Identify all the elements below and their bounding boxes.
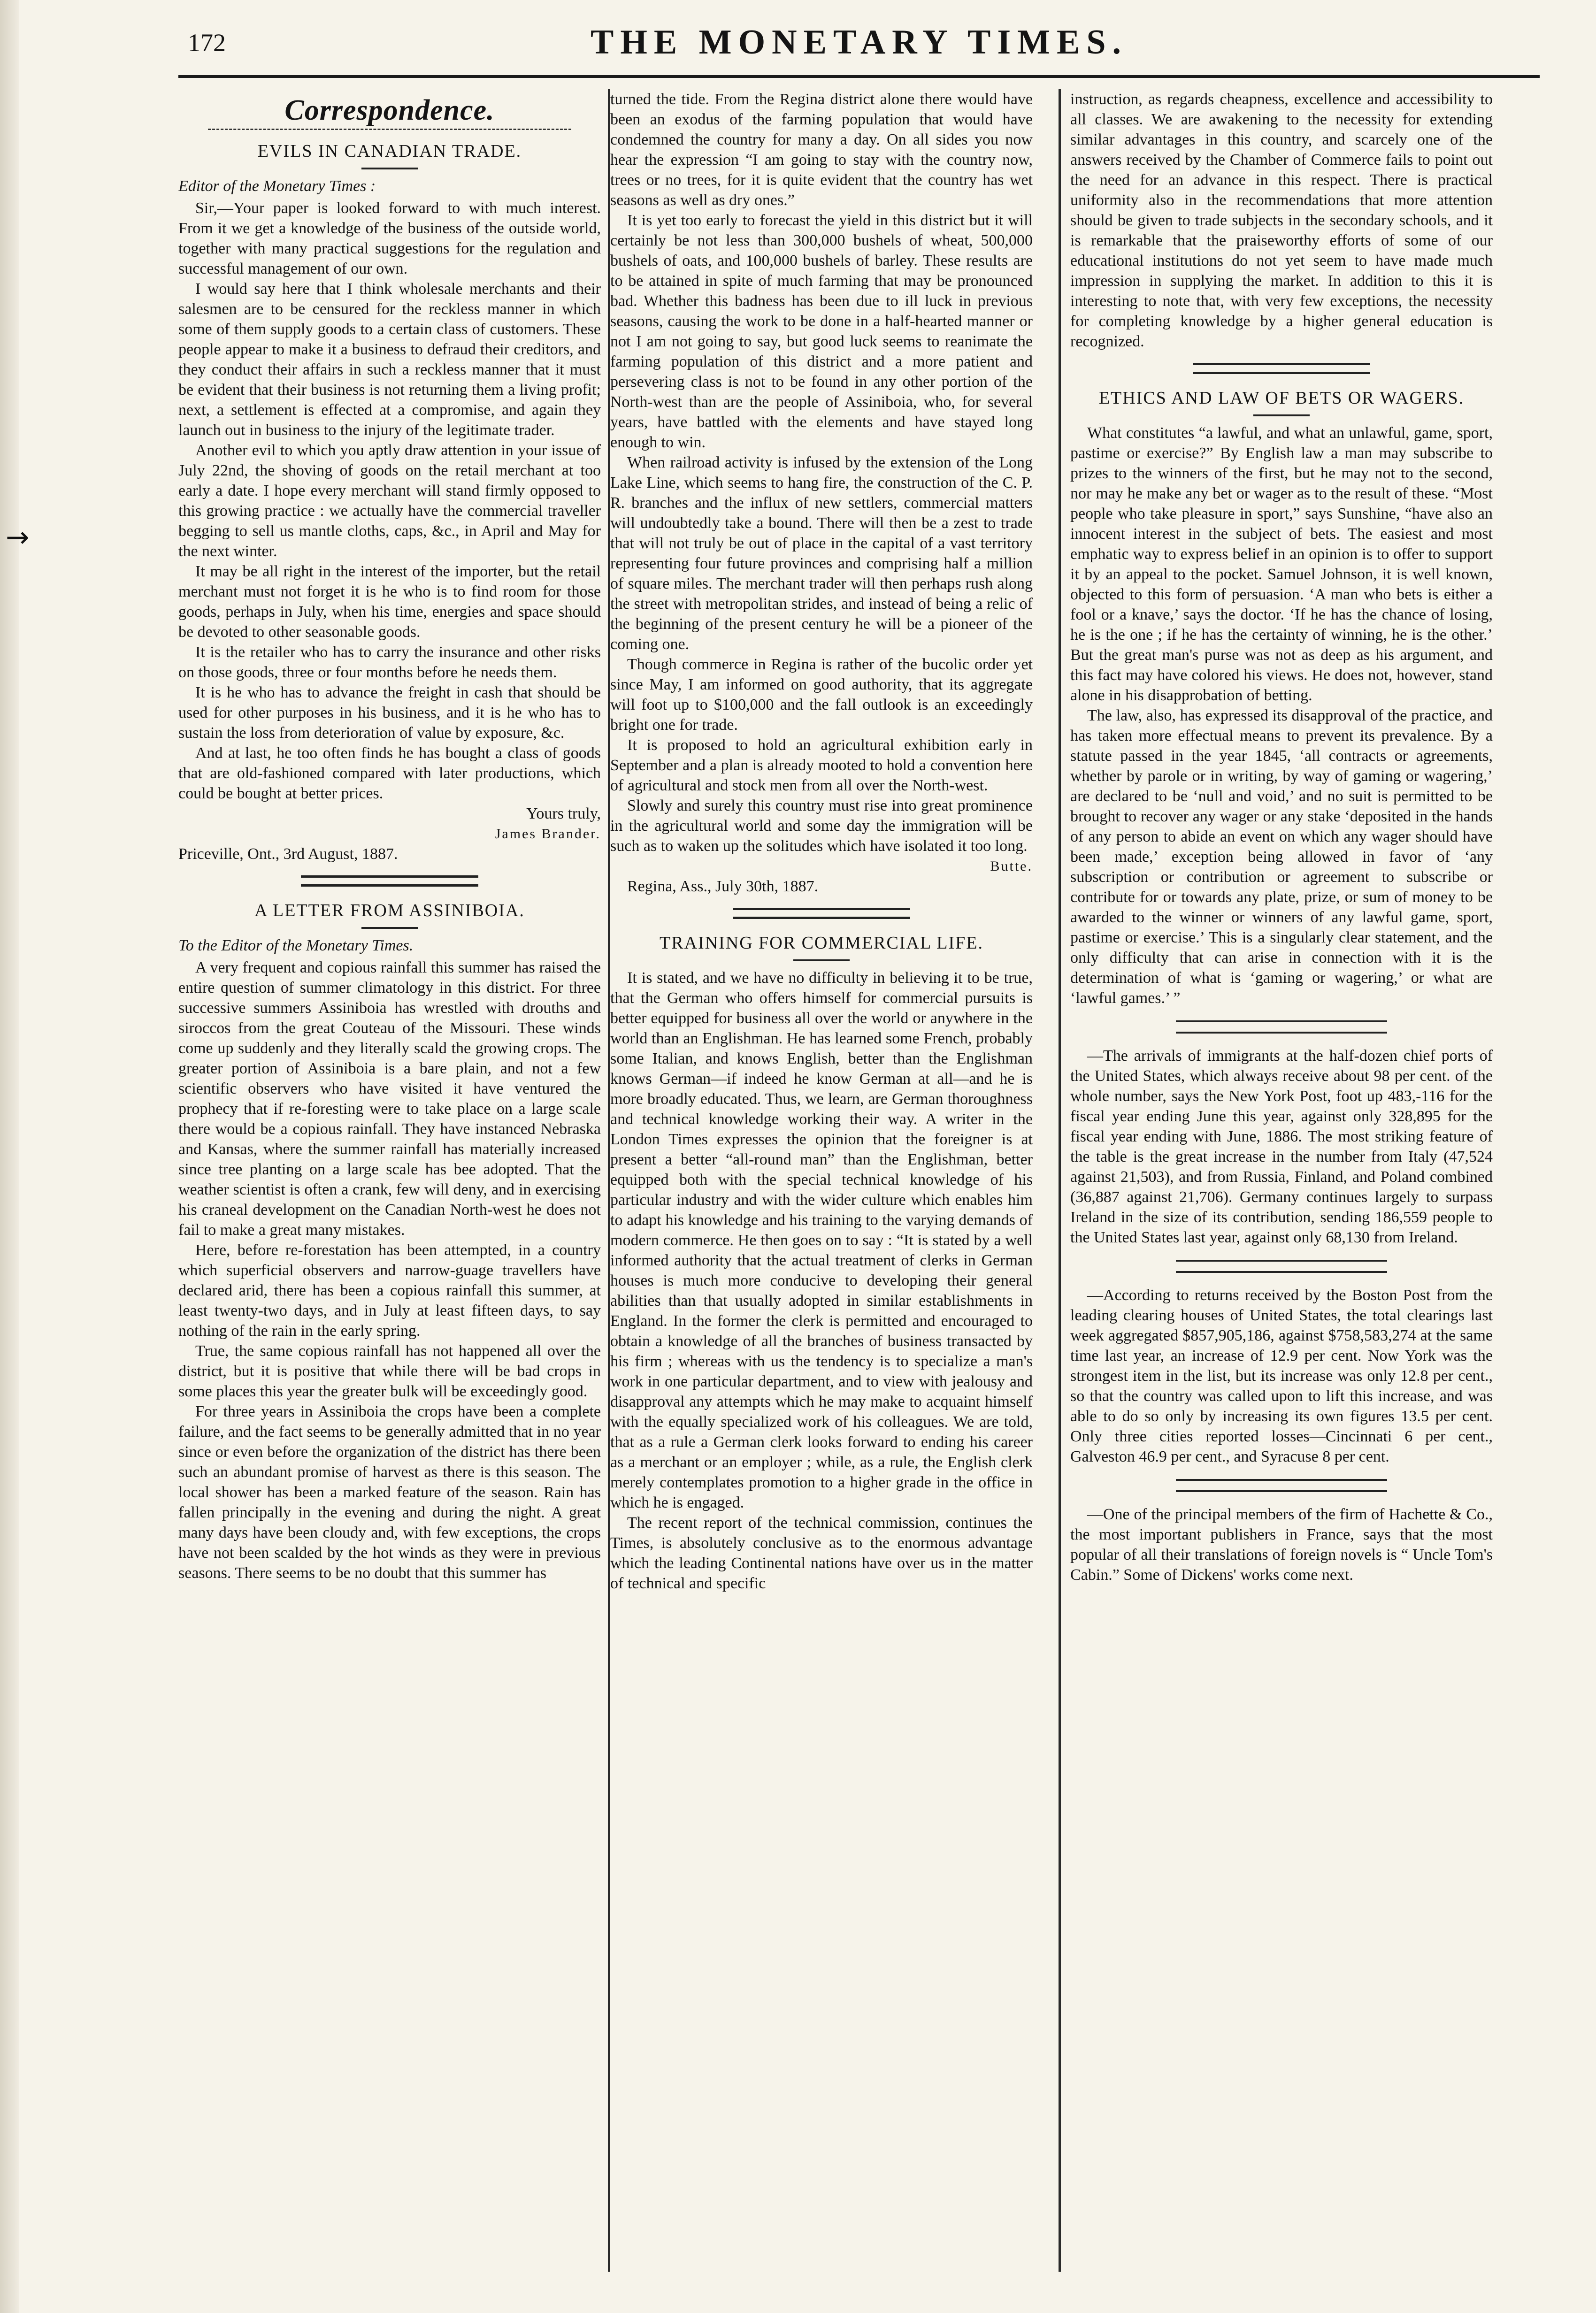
paragraph: It is stated, and we have no difficulty in believing it to be true, that the German who offers himself for commercial pursuits is better equipped for business all over the world or anywhere in the world than an Englishman. He has learned some French, probably some Italian, and knows English, better than the Englishman knows German—if indeed he know German at all—and he is more broadly educated. Thus, we learn, are German thoroughness and technical knowledge working their way. A writer in the London Times expresses the opinion that the foreigner is at present a better “all-round man” than the Englishman, better equipped both with the special technical knowledge of his particular industry and with the wider culture which enables him to adapt his knowledge and his training to the varying demands of modern commerce. He then goes on to say : “It is stated by a well informed authority that the actual treatment of clerks in German houses is much more conducive to developing their general abilities than that usually adopted in similar establishments in England. In the former the clerk is permitted and encouraged to obtain a knowledge of all the branches of business transacted by his firm ; whereas with us the tendency is to specialize a man's work in one particular department, and to view with jealousy and disapproval any attempts which he may make to acquaint himself with the equally specialized work of his colleagues. We are told, that as a rule a German clerk looks forward to ending his career as a merchant or an employer ; while, as a rule, the English clerk merely contemplates promotion to a higher grade in the office in which he is engaged.: [610, 969, 1033, 1511]
article-title: EVILS IN CANADIAN TRADE.: [257, 141, 522, 161]
paragraph: It is the retailer who has to carry the insurance and other risks on those goods, three or four months before he needs them.: [178, 643, 601, 681]
signature: Butte.: [990, 858, 1033, 874]
news-item: —According to returns received by the Boston Post from the leading clearing houses of United States, the total clearings last week aggregated $857,905,186, against $758,583,274 at the same time last year, an increase of 12.9 per cent. Now York was the strongest item in the list, but its increase was only 12.8 per cent., so that the country was called upon to lift this increase, and was able to do so only by increasing its own figures 13.5 per cent. Only three cities reported losses—Cincinnati 6 per cent., Galveston 46.9 per cent., and Syracuse 8 per cent.: [1070, 1287, 1493, 1465]
paragraph: Another evil to which you aptly draw attention in your issue of July 22nd, the shoving of goods on the retail merchant at too early a date. I hope every merchant will stand firmly opposed to this growing practice : we actually have the commercial traveller begging to sell us mantle cloths, caps, &c., in April and May for the next winter.: [178, 442, 601, 560]
column-1: [178, 89, 601, 1583]
paragraph: A very frequent and copious rainfall this summer has raised the entire question of summer climatology in this district. For three successive summers Assiniboia has wrestled with drouths and siroccos from the great Couteau of the Missouri. These winds come up suddenly and they literally scald the growing crops. The greater portion of Assiniboia is a bare plain, and not a few scientific observers who have visited it have ventured the prophecy that if re-foresting were to take place on a large scale there would be a copious rainfall. They have instanced Nebraska and Kansas, where the summer rainfall has materially increased since tree planting on a large scale has bee adopted. That the weather scientist is often a crank, few will deny, and in exercising his craneal development on the Canadian North-west he does not fail to make a great many mistakes.: [178, 959, 601, 1239]
divider: [1176, 1020, 1387, 1034]
divider: [1253, 414, 1310, 416]
paragraph: I would say here that I think wholesale merchants and their salesmen are to be censured for the reckless manner in which some of them supply goods to a certain class of customers. These people appear to make it a business to defraud their creditors, and they conduct their affairs in such a reckless manner that it must be evident that their business is not returning them a living profit; next, a settlement is effected at a compromise, and again they launch out in business to the injury of the legitimate trader.: [178, 280, 601, 439]
paragraph: What constitutes “a lawful, and what an unlawful, game, sport, pastime or exercise?” By English law a man may subscribe to prizes to the winners of the first, but he may not to the second, nor may he make any bet or wager as to the result of these. “Most people who take pleasure in sport,” says Sunshine, “have also an innocent interest in the subject of bets. The easiest and most emphatic way to express belief in an opinion is to offer to support it by an appeal to the pocket. Samuel Johnson, it is well known, objected to this form of persuasion. ‘A man who bets is either a fool or a knave,’ says the doctor. ‘If he has the chance of losing, he is the one ; if he has the certainty of winning, he is the other.’ But the great man's purse was not as deep as his argument, and this fact may have colored his views. He does not, however, stand alone in his disapprobation of betting.: [1070, 424, 1493, 704]
paragraph: It is proposed to hold an agricultural exhibition early in September and a plan is already mooted to hold a convention here of agricultural and stock men from all over the North-west.: [610, 736, 1033, 794]
page-edge: [0, 0, 19, 2313]
margin-arrow-icon: →: [6, 521, 30, 554]
paragraph: It is yet too early to forecast the yield in this district but it will certainly be not less than 300,000 bushels of wheat, 500,000 bushels of oats, and 100,000 bushels of barley. These results are to be attained in spite of much farming that may be pronounced bad. Whether this badness has been due to ill luck in previous seasons, causing the work to be done in a half-hearted manner or not I am not going to say, but good luck seems to reanimate the farming population of this district and a more patient and persevering class is not to be found in any other portion of the North-west than are the people of Assiniboia, who, for several years, have battled with the elements and have stayed long enough to win.: [610, 212, 1033, 451]
section-title: Correspondence.: [284, 94, 495, 126]
paragraph: For three years in Assiniboia the crops have been a complete failure, and the fact seems to be generally admitted that in no year since or even before the organization of the district has there been such an abundant promise of harvest as there is this season. The local shower has been a marked feature of the season. Rain has fallen principally in the evening and during the night. A great many days have been cloudy and, with few exceptions, the crops have not been scalded by the hot winds as they were in previous seasons. There seems to be no doubt that this summer has: [178, 1403, 601, 1582]
column-2: [610, 89, 1033, 1593]
page-number: 172: [188, 29, 226, 57]
divider: [361, 927, 418, 929]
masthead: THE MONETARY TIMES.: [591, 23, 1128, 61]
closing: Yours truly,: [526, 805, 601, 822]
signature: James Brander.: [495, 826, 601, 842]
paragraph: It is he who has to advance the freight in cash that should be used for other purposes in his business, and it is he who has to sustain the loss from deterioration of value by exposure, &c.: [178, 684, 601, 742]
dateline: Priceville, Ont., 3rd August, 1887.: [178, 845, 398, 863]
paragraph: True, the same copious rainfall has not happened all over the district, but it is positive that while there will be bad crops in some places this year the greater bulk will be exceedingly good.: [178, 1342, 601, 1400]
divider: [1193, 363, 1370, 374]
divider: [733, 908, 910, 919]
paragraph: instruction, as regards cheapness, excellence and accessibility to all classes. We are awakening to the necessity for extending similar advantages in this country, and scarcely one of the answers received by the Chamber of Commerce fails to point out the need for an advance in this respect. There is practical uniformity also in the recommendations that more attention should be given to trade subjects in the secondary schools, and it is remarkable that the praiseworthy efforts of some of our educational institutions do not yet seem to have made much impression in supplying the market. In addition to this it is interesting to note that, with very few exceptions, the necessity for completing knowledge by a higher general education is recognized.: [1070, 91, 1493, 350]
dateline: Regina, Ass., July 30th, 1887.: [627, 878, 819, 895]
divider: [1176, 1260, 1387, 1273]
paragraph: Slowly and surely this country must rise into great prominence in the agricultural world and some day the immigration will be such as to waken up the solitudes which have isolated it too long.: [610, 797, 1033, 855]
paragraph: It may be all right in the interest of the importer, but the retail merchant must not forget it is he who is to find room for those goods, perhaps in July, when his time, energies and space should be devoted to other seasonable goods.: [178, 563, 601, 641]
column-rule: [1059, 89, 1061, 2272]
news-item: —One of the principal members of the firm of Hachette & Co., the most important publishers in France, says that the most popular of all their translations of foreign novels is “ Uncle Tom's Cabin.” Some of Dickens' works come next.: [1070, 1506, 1493, 1584]
salutation: Editor of the Monetary Times :: [178, 177, 376, 195]
paragraph: turned the tide. From the Regina district alone there would have been an exodus of the farming population that would have condemned the country for many a day. On all sides you now hear the expression “I am going to stay with the country now, trees or no trees, for it is quite evident that the country has wet seasons as well as dry ones.”: [610, 91, 1033, 209]
header-rule: [178, 75, 1540, 78]
divider: [208, 129, 571, 130]
article-title: A LETTER FROM ASSINIBOIA.: [254, 901, 525, 920]
divider: [1176, 1479, 1387, 1492]
paragraph: When railroad activity is infused by the extension of the Long Lake Line, which seems to hang fire, the construction of the C. P. R. branches and the influx of new settlers, commercial matters will undoubtedly take a bound. There will then be a zest to trade that will not truly be out of place in the capital of a vast territory representing four future provinces and comprising half a million of square miles. The merchant trader will then perhaps rush along the street with metropolitan strides, and instead of being a relic of the beginning of the present century he will be a pioneer of the coming one.: [610, 454, 1033, 653]
article-title: TRAINING FOR COMMERCIAL LIFE.: [660, 933, 983, 953]
article-title: ETHICS AND LAW OF BETS OR WAGERS.: [1098, 388, 1465, 408]
column-3: [1070, 89, 1493, 1585]
salutation: To the Editor of the Monetary Times.: [178, 937, 414, 954]
divider: [301, 875, 478, 887]
paragraph: And at last, he too often finds he has bought a class of goods that are old-fashioned compared with later productions, which could be bought at better prices.: [178, 744, 601, 802]
divider: [793, 959, 850, 961]
paragraph: The law, also, has expressed its disapproval of the practice, and has taken more effectual means to prevent its prevalence. By a statute passed in the year 1845, ‘all contracts or agreements, whether by parole or in writing, by way of gaming or wagering,’ are declared to be ‘null and void,’ and no suit is permitted to be brought to recover any wager or any stake ‘deposited in the hands of any person to abide an event on which any wager should have been made,’ exception being allowed in favor of ‘any subscription or contribution or agreement to subscribe or contribute for or towards any plate, prize, or sum of money to be awarded to the winner or winners of any lawful game, sport, pastime or exercise.’ This is a singularly clear statement, and the only difficulty that can arise in connection with it is the determination of what is ‘gaming or wagering,’ or what are ‘lawful games.’ ”: [1070, 707, 1493, 1007]
paragraph: The recent report of the technical commission, continues the Times, is absolutely conclusive as to the enormous advantage which the leading Continental nations have over us in the matter of technical and specific: [610, 1514, 1033, 1592]
divider: [361, 168, 418, 169]
paragraph: Though commerce in Regina is rather of the bucolic order yet since May, I am informed on good authority, that its aggregate will foot up to $100,000 and the fall outlook is an exceedingly bright one for trade.: [610, 656, 1033, 734]
paragraph: Sir,—Your paper is looked forward to with much interest. From it we get a knowledge of the business of the outside world, together with many practical suggestions for the regulation and successful management of our own.: [178, 199, 601, 277]
paragraph: Here, before re-forestation has been attempted, in a country which superficial observers and narrow-guage travellers have declared arid, there has been a copious rainfall this summer, at least twenty-two days, and in July at least fifteen days, to say nothing of the rain in the early spring.: [178, 1241, 601, 1340]
news-item: —The arrivals of immigrants at the half-dozen chief ports of the United States, which always receive about 98 per cent. of the whole number, says the New York Post, foot up 483,-116 for the fiscal year ending June this year, against only 328,895 for the fiscal year ending with June, 1886. The most striking feature of the table is the great increase in the number from Italy (47,524 against 21,503), and from Russia, Finland, and Poland combined (36,887 against 21,706). Germany continues largely to surpass Ireland in the size of its contribution, sending 186,559 people to the United States last year, against only 68,130 from Ireland.: [1070, 1047, 1493, 1246]
page-header: [178, 19, 1540, 66]
